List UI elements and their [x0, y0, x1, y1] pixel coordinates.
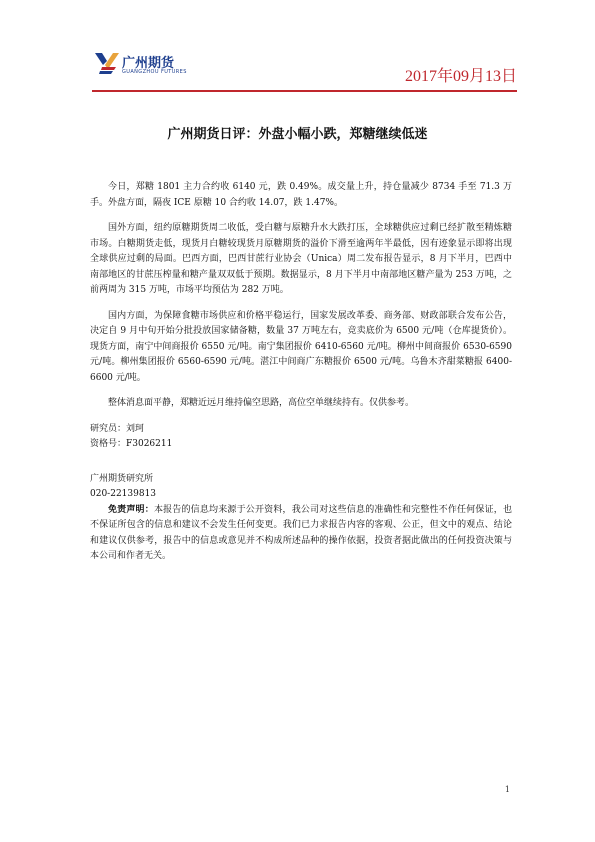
institute-name: 广州期货研究所: [90, 473, 154, 484]
paragraph-market: 今日，郑糖 1801 主力合约收 6140 元，跌 0.49%。成交量上升，持仓量减少 8734 手至 71.3 万手。外盘方面，隔夜 ICE 原糖 10 合约收 14.07，跌 1.47%。: [90, 182, 512, 208]
header-divider: [92, 90, 517, 92]
report-date: 2017年09月13日: [404, 68, 517, 85]
researcher: 研究员：刘珂: [90, 423, 145, 434]
disclaimer: [90, 503, 512, 565]
paragraph-foreign: 国外方面，纽约原糖期货周二收低，受白糖与原糖升水大跌打压，全球糖供应过剩已经扩散至精炼糖市场。白糖期货走低，现货月白糖较现货月原糖期货的溢价下滑至逾两年半最低，因有迹象显示即将出现全球供应过剩的局面。巴西方面，巴西甘蔗行业协会（Unica）周二发布报告显示，8 月下半月，巴西中南部地区的甘蔗压榨量和糖产量双双低于预期。数据显示，8 月下半月中南部地区糖产量为 253 万吨，之前两周为 315 万吨，市场平均预估为 282 万吨。: [90, 223, 512, 295]
disclaimer-label: 免责声明：: [108, 504, 154, 515]
logo-mark-icon: [94, 51, 120, 75]
page-number: 1: [504, 785, 510, 794]
paragraph-summary: 整体消息面平静，郑糖近远月维持偏空思路，高位空单继续持有。仅供参考。: [108, 398, 415, 408]
license-number: 资格号：F3026211: [90, 439, 173, 449]
logo-subtitle: GUANGZHOU FUTURES: [122, 69, 187, 75]
disclaimer-text: 本报告的信息均来源于公开资料，我公司对这些信息的准确性和完整性不作任何保证，也不保证所包含的信息和建议不会发生任何变更。我们已力求报告内容的客观、公正，但文中的观点、结论和建议仅供参考，报告中的信息或意见并不构成所述品种的操作依据，投资者据此做出的任何投资决策与本公司和作者无关。: [90, 504, 512, 561]
company-logo: [94, 49, 214, 81]
author-info: [90, 422, 512, 503]
phone-number: 020-22139813: [90, 489, 157, 499]
report-title: 广州期货日评：外盘小幅小跌，郑糖继续低迷: [167, 127, 428, 142]
logo-name: 广州期货: [122, 56, 175, 71]
paragraph-domestic: 国内方面，为保障食糖市场供应和价格平稳运行，国家发展改革委、商务部、财政部联合发布公告，决定自 9 月中旬开始分批投放国家储备糖，数量 37 万吨左右，竞卖底价为 6500 元/吨（仓库提货价）。现货方面，南宁中间商报价 6550 元/吨。南宁集团报价 6410-6560 元/吨。柳州中间商报价 6530-6590 元/吨。柳州集团报价 6560-6590 元/吨。湛江中间商广东糖报价 6500 元/吨。乌鲁木齐甜菜糖报 6400-6600 元/吨。: [90, 310, 512, 383]
report-body: [90, 180, 512, 575]
